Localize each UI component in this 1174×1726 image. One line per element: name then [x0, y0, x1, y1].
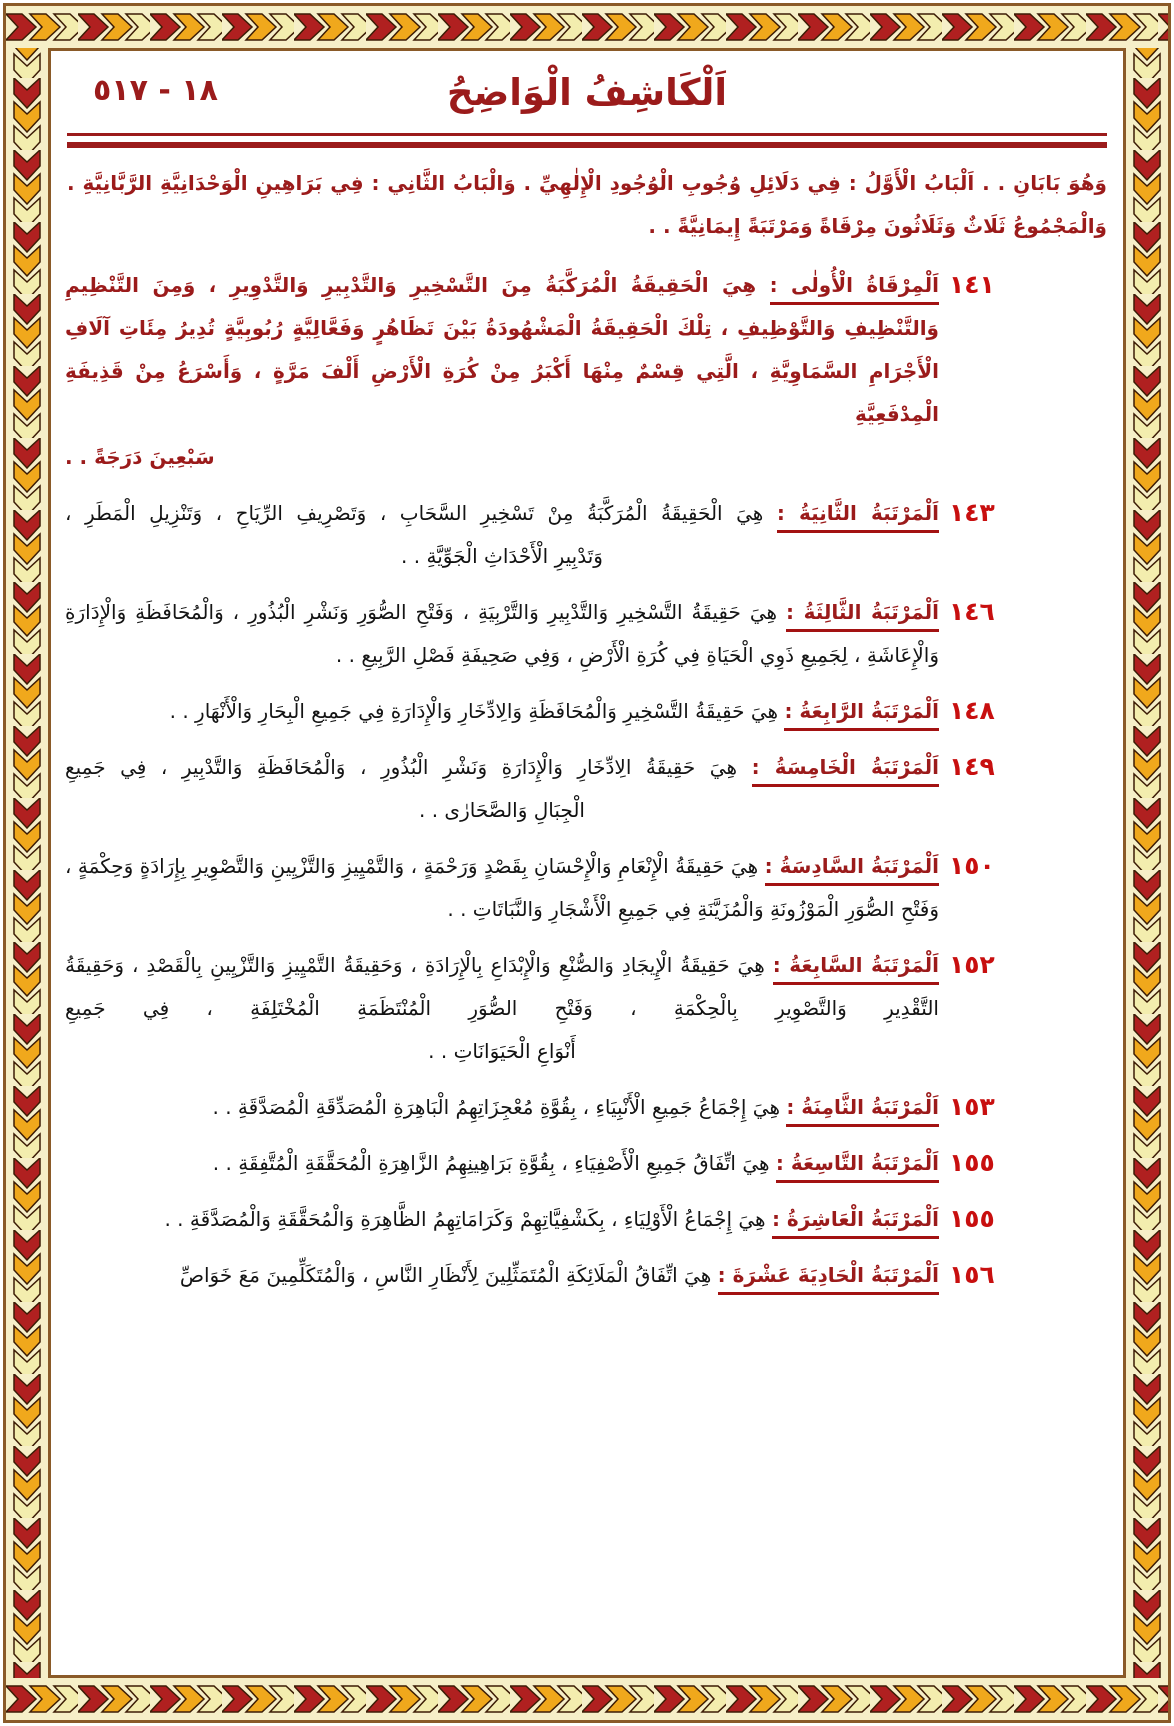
item-body: هِيَ حَقِيقَةُ الِادِّخَارِ وَالْإِدَارَةِ وَنَشْرِ الْبُذُورِ ، وَالْمُحَافَظَةِ وَالتَّدْبِيرِ ، فِي جَمِيعِ	[65, 755, 738, 779]
item-heading: اَلْمِرْقَاةُ الْأُولٰى :	[770, 273, 939, 305]
item-heading: اَلْمَرْتَبَةُ السَّابِعَةُ :	[773, 953, 939, 985]
double-rule	[67, 133, 1107, 148]
item-last-line: أَنْوَاعِ الْحَيَوَانَاتِ . .	[428, 1039, 576, 1063]
list-item	[65, 1086, 1109, 1129]
border-right-ornament	[1126, 6, 1168, 1720]
item-number: ١٤٦	[949, 597, 995, 626]
item-body: هِيَ الْحَقِيقَةُ الْمُرَكَّبَةُ مِنَ التَّسْخِيرِ وَالتَّدْبِيرِ وَالتَّدْوِيرِ ، وَمِنَ التَّنْظِيمِ وَالتَّنْظِيفِ وَالتَّوْظِيفِ ، تِلْكَ الْحَقِيقَةُ الْمَشْهُودَةُ بَيْنَ تَظَاهُرٍ وَفَعَّالِيَّةٍ رُبُوبِيَّةٍ تُدِيرُ مِئَاتِ آلَافِ الْأَجْرَامِ السَّمَاوِيَّةِ ، الَّتِي قِسْمٌ مِنْهَا أَكْبَرُ مِنْ كُرَةِ الْأَرْضِ أَلْفَ مَرَّةٍ ، وَأَسْرَعُ مِنْ قَذِيفَةِ الْمِدْفَعِيَّةِ	[65, 273, 939, 426]
list-item	[65, 944, 1109, 1073]
item-text	[65, 845, 939, 931]
item-body: هِيَ إِجْمَاعُ جَمِيعِ الْأَنْبِيَاءِ ، بِقُوَّةِ مُعْجِزَاتِهِمُ الْبَاهِرَةِ الْمُصَدِّقَةِ الْمُصَدَّقَةِ . .	[212, 1095, 780, 1119]
page-title: اَلْكَاشِفُ الْوَاضِحُ	[446, 71, 728, 114]
item-number: ١٥٠	[949, 851, 995, 880]
item-number: ١٥٣	[949, 1092, 995, 1121]
item-heading: اَلْمَرْتَبَةُ التَّاسِعَةُ :	[776, 1151, 939, 1183]
page-header	[65, 61, 1109, 125]
item-text	[65, 944, 939, 1073]
item-heading: اَلْمَرْتَبَةُ الثَّامِنَةُ :	[786, 1095, 939, 1127]
item-number: ١٥٦	[949, 1260, 995, 1289]
item-number: ١٥٥	[949, 1148, 995, 1177]
item-heading: اَلْمَرْتَبَةُ الْعَاشِرَةُ :	[772, 1207, 939, 1239]
item-number: ١٥٢	[949, 950, 995, 979]
item-text	[65, 1198, 939, 1241]
item-text	[65, 492, 939, 578]
item-text	[65, 746, 939, 832]
page-content	[51, 51, 1123, 1675]
item-heading: اَلْمَرْتَبَةُ الرَّابِعَةُ :	[784, 699, 939, 731]
list-item	[65, 690, 1109, 733]
page-number: ١٨ - ٥١٧	[93, 73, 218, 108]
item-last-line: وَتَدْبِيرِ الْأَحْدَاثِ الْجَوِّيَّةِ . .	[401, 544, 603, 568]
item-last-line: الْجِبَالِ وَالصَّحَارٰى . .	[419, 798, 585, 822]
item-number: ١٤٣	[949, 498, 995, 527]
list-item	[65, 845, 1109, 931]
item-body: هِيَ اتِّفَاقُ جَمِيعِ الْأَصْفِيَاءِ ، بِقُوَّةِ بَرَاهِينِهِمُ الزَّاهِرَةِ الْمُحَقَّقَةِ الْمُتَّفِقَةِ . .	[212, 1151, 770, 1175]
item-number: ١٥٥	[949, 1204, 995, 1233]
list-item	[65, 492, 1109, 578]
item-body: هِيَ حَقِيقَةُ التَّسْخِيرِ وَالْمُحَافَظَةِ وَالِادِّخَارِ وَالْإِدَارَةِ فِي جَمِيعِ الْبِحَارِ وَالْأَنْهَارِ . .	[169, 699, 779, 723]
item-heading: اَلْمَرْتَبَةُ الثَّالِثَةُ :	[786, 600, 939, 632]
item-heading: اَلْمَرْتَبَةُ الثَّانِيَةُ :	[777, 501, 939, 533]
item-last-line: سَبْعِينَ دَرَجَةً . .	[65, 445, 215, 469]
list-item	[65, 1142, 1109, 1185]
item-heading: اَلْمَرْتَبَةُ الْخَامِسَةُ :	[752, 755, 939, 787]
item-text	[65, 1254, 939, 1297]
list-item	[65, 1198, 1109, 1241]
item-text	[65, 1142, 939, 1185]
list-item	[65, 264, 1109, 479]
list-item	[65, 746, 1109, 832]
item-body: هِيَ حَقِيقَةُ الْإِنْعَامِ وَالْإِحْسَانِ بِقَصْدٍ وَرَحْمَةٍ ، وَالتَّمْيِيزِ وَالتَّزْيِينِ وَالتَّصْوِيرِ بِإِرَادَةٍ وَحِكْمَةٍ ، وَفَتْحِ الصُّوَرِ الْمَوْزُونَةِ وَالْمُزَيَّنَةِ فِي جَمِيعِ الْأَشْجَارِ وَالنَّبَاتَاتِ . .	[65, 854, 939, 921]
list-item	[65, 591, 1109, 677]
item-text	[65, 1086, 939, 1129]
item-body: هِيَ إِجْمَاعُ الْأَوْلِيَاءِ ، بِكَشْفِيَّاتِهِمْ وَكَرَامَاتِهِمُ الظَّاهِرَةِ وَالْمُحَقَّقَةِ وَالْمُصَدَّقَةِ . .	[164, 1207, 766, 1231]
item-heading: اَلْمَرْتَبَةُ الْحَادِيَةَ عَشْرَةَ :	[718, 1263, 939, 1295]
border-left-ornament	[6, 6, 48, 1720]
item-number: ١٤١	[949, 270, 995, 299]
item-body: هِيَ الْحَقِيقَةُ الْمُرَكَّبَةُ مِنْ تَسْخِيرِ السَّحَابِ ، وَتَصْرِيفِ الرِّيَاحِ ، وَتَنْزِيلِ الْمَطَرِ ،	[65, 501, 764, 525]
item-heading: اَلْمَرْتَبَةُ السَّادِسَةُ :	[765, 854, 939, 886]
item-body: هِيَ حَقِيقَةُ الْإِيجَادِ وَالصُّنْعِ وَالْإِبْدَاعِ بِالْإِرَادَةِ ، وَحَقِيقَةُ التَّمْيِيزِ وَالتَّزْيِينِ بِالْقَصْدِ ، وَحَقِيقَةُ التَّقْدِيرِ وَالتَّصْوِيرِ بِالْحِكْمَةِ ، وَفَتْحِ الصُّوَرِ الْمُنْتَظَمَةِ الْمُخْتَلِفَةِ ، فِي جَمِيعِ	[65, 953, 939, 1020]
border-top-ornament	[6, 6, 1168, 48]
item-body: هِيَ حَقِيقَةُ التَّسْخِيرِ وَالتَّدْبِيرِ وَالتَّرْبِيَةِ ، وَفَتْحِ الصُّوَرِ وَنَشْرِ الْبُذُورِ ، وَالْمُحَافَظَةِ وَالْإِدَارَةِ وَالْإِعَاشَةِ ، لِجَمِيعِ ذَوِي الْحَيَاةِ فِي كُرَةِ الْأَرْضِ ، وَفِي صَحِيفَةِ فَصْلِ الرَّبِيعِ . .	[65, 600, 939, 667]
item-body: هِيَ اتِّفَاقُ الْمَلَائِكَةِ الْمُتَمَثِّلِينَ لِأَنْظَارِ النَّاسِ ، وَالْمُتَكَلِّمِينَ مَعَ خَوَاصِّ	[179, 1263, 712, 1287]
list-item	[65, 1254, 1109, 1297]
border-bottom-ornament	[6, 1678, 1168, 1720]
item-text	[65, 690, 939, 733]
item-text	[65, 591, 939, 677]
item-number: ١٤٨	[949, 696, 995, 725]
item-number: ١٤٩	[949, 752, 995, 781]
intro-paragraph: وَهُوَ بَابَانِ . . اَلْبَابُ الْأَوَّلُ : فِي دَلَائِلِ وُجُوبِ الْوُجُودِ الْإِلٰهِيِّ . وَالْبَابُ الثَّانِي : فِي بَرَاهِينِ الْوَحْدَانِيَّةِ الرَّبَّانِيَّةِ . وَالْمَجْمُوعُ ثَلَاثٌ وَثَلَاثُونَ مِرْقَاةً وَمَرْتَبَةً إِيمَانِيَّةً . .	[67, 171, 1107, 238]
item-text	[65, 264, 939, 479]
